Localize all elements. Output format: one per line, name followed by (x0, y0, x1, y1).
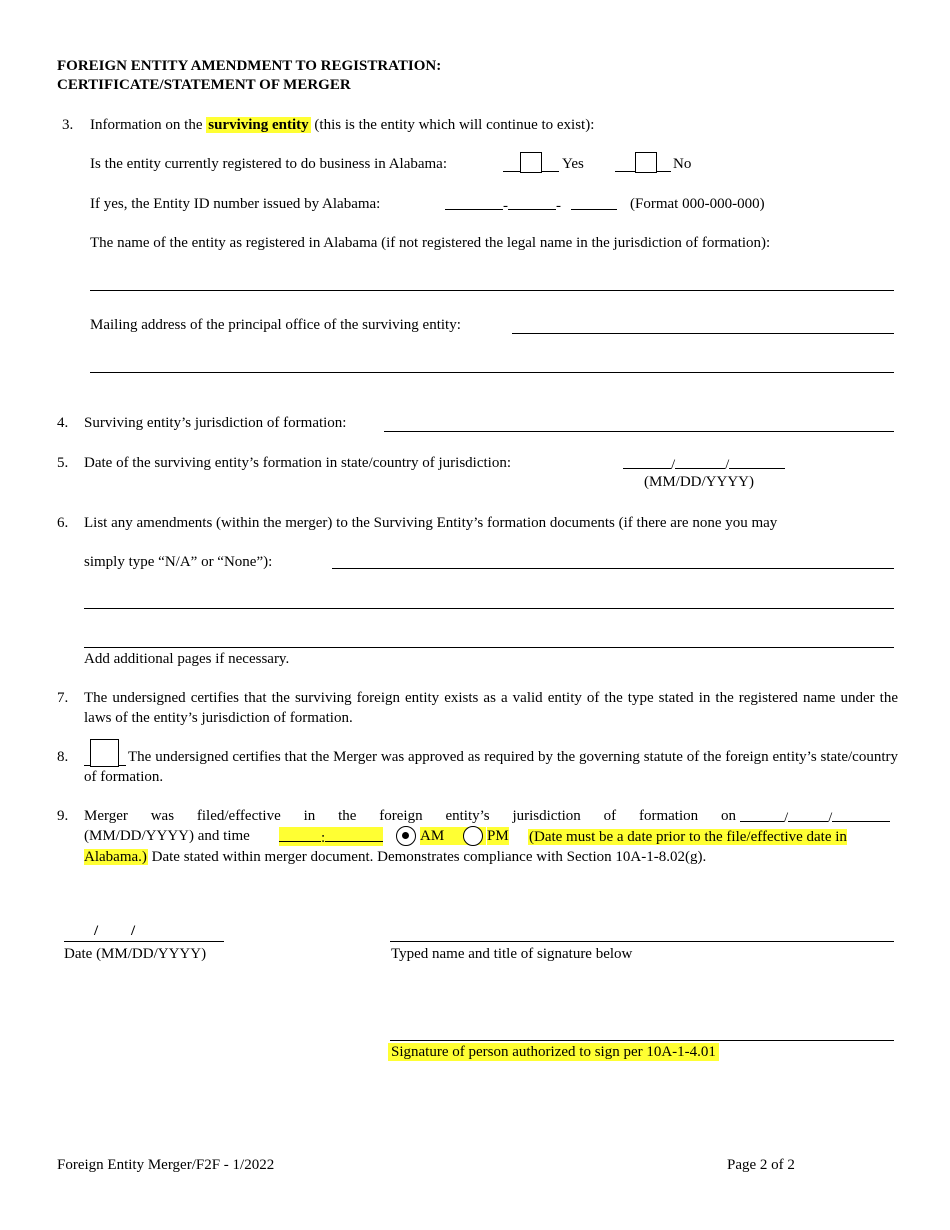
entity-id-part3[interactable] (571, 195, 617, 210)
formation-slash2: / (725, 457, 730, 473)
mailing-address-label: Mailing address of the principal office of the surviving entity: (90, 317, 461, 333)
item3-intro-pre: Information on the (90, 117, 203, 133)
entity-name-label: The name of the entity as registered in Alabama (if not registered the legal name in the jurisdiction of formation): (90, 235, 771, 251)
mailing-address-line2[interactable] (90, 372, 894, 373)
formation-date-format: (MM/DD/YYYY) (644, 474, 754, 490)
merger-day[interactable] (788, 807, 828, 822)
entity-name-line[interactable] (90, 290, 894, 291)
merger-filed-text: Merger was filed/effective in the foreign entity’s jurisdiction of formation on (84, 808, 736, 824)
am-label: AM (420, 827, 486, 845)
item8-number: 8. (57, 749, 69, 765)
no-checkbox[interactable] (635, 152, 657, 173)
merger-year[interactable] (832, 807, 890, 822)
yes-label: Yes (562, 156, 584, 172)
item4-number: 4. (57, 415, 69, 431)
pm-label: PM (487, 828, 509, 844)
footer-form-id: Foreign Entity Merger/F2F - 1/2022 (57, 1157, 275, 1173)
item3-number: 3. (62, 117, 74, 133)
typed-name-label: Typed name and title of signature below (391, 946, 633, 962)
entity-id-format: (Format 000-000-000) (630, 196, 765, 212)
additional-pages-note: Add additional pages if necessary. (84, 651, 290, 667)
date-prior-note: (Date must be a date prior to the file/effective date in Alabama.) (84, 829, 847, 865)
entity-id-label: If yes, the Entity ID number issued by Alabama: (90, 196, 381, 212)
no-label: No (673, 156, 692, 172)
jurisdiction-line[interactable] (384, 431, 894, 432)
surviving-entity-highlight: surviving entity (208, 117, 309, 133)
signature-label: Signature of person authorized to sign per 10A-1-4.01 (388, 1043, 719, 1061)
item9-number: 9. (57, 808, 69, 824)
amendments-line2[interactable] (84, 608, 894, 609)
certify-valid-entity-text: The undersigned certifies that the surviving foreign entity exists as a valid entity of the type stated in the registered name under the laws of the entity’s jurisdiction of formation. (84, 690, 898, 726)
item5-number: 5. (57, 455, 69, 471)
merger-date-format: (MM/DD/YYYY) and time (84, 828, 250, 844)
merger-time-colon: : (321, 830, 326, 846)
form-title-line1: FOREIGN ENTITY AMENDMENT TO REGISTRATION: (57, 58, 442, 74)
formation-year[interactable] (729, 454, 785, 469)
signature-date-slash1: / (94, 923, 99, 939)
yes-checkbox[interactable] (520, 152, 542, 173)
item3-intro (90, 116, 594, 134)
footer-page-number: Page 2 of 2 (727, 1157, 795, 1173)
formation-day[interactable] (675, 454, 725, 469)
amendments-line3[interactable] (84, 647, 894, 648)
signature-date-line[interactable] (64, 941, 224, 942)
item3-intro-post: (this is the entity which will continue to exist): (314, 117, 595, 133)
signature-date-slash2: / (131, 923, 136, 939)
signature-date-label: Date (MM/DD/YYYY) (64, 946, 207, 962)
formation-date-label: Date of the surviving entity’s formation in state/country of jurisdiction: (84, 455, 512, 471)
item6-number: 6. (57, 515, 69, 531)
mailing-address-line1[interactable] (512, 333, 894, 334)
amendments-line1[interactable] (332, 568, 894, 569)
amendments-label-line2: simply type “N/A” or “None”): (84, 554, 273, 570)
form-title-line2: CERTIFICATE/STATEMENT OF MERGER (57, 77, 351, 93)
item7-number: 7. (57, 690, 69, 706)
date-prior-note-block (84, 827, 896, 867)
registered-question: Is the entity currently registered to do business in Alabama: (90, 156, 447, 172)
formation-date-field[interactable] (623, 454, 785, 474)
merger-slash2: / (828, 810, 833, 826)
formation-slash1: / (671, 457, 676, 473)
entity-id-part2[interactable] (508, 195, 556, 210)
amendments-label-line1: List any amendments (within the merger) to the Surviving Entity’s formation documents (if there are none you may (84, 515, 778, 531)
jurisdiction-label: Surviving entity’s jurisdiction of formation: (84, 415, 347, 431)
signature-line[interactable] (390, 1040, 894, 1041)
typed-name-line[interactable] (390, 941, 894, 942)
merger-date-field[interactable] (740, 807, 890, 827)
formation-month[interactable] (623, 454, 671, 469)
compliance-text: Date stated within merger document. Demonstrates compliance with Section 10A-1-8.02(g). (151, 849, 707, 865)
merger-approved-text: The undersigned certifies that the Merger was approved as required by the governing statute of the foreign entity’s state/country of formation. (84, 749, 898, 785)
merger-month[interactable] (740, 807, 784, 822)
entity-id-dash2: - (556, 198, 561, 214)
entity-id-part1[interactable] (445, 195, 503, 210)
entity-id-dash1: - (503, 198, 508, 214)
merger-slash1: / (784, 810, 789, 826)
entity-id-field[interactable] (445, 195, 617, 215)
